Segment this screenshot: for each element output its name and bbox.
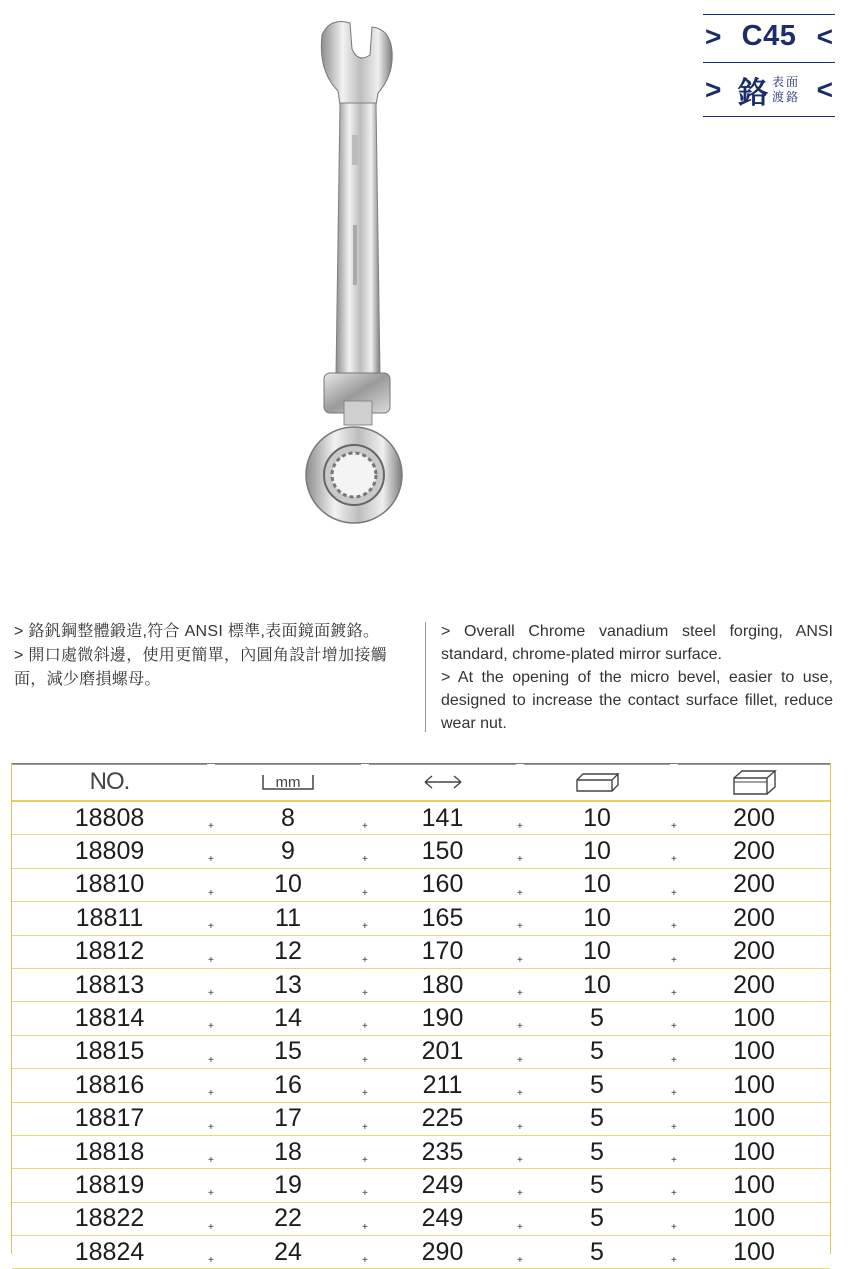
grid-marker: +: [671, 954, 677, 966]
material-text: C45: [741, 20, 797, 52]
product-number-cell: 18813: [74, 970, 145, 999]
table-row: [12, 1136, 830, 1169]
grid-marker: +: [208, 1154, 214, 1166]
header-outer-box: [678, 764, 830, 800]
grid-marker: +: [671, 1188, 677, 1200]
grid-marker: +: [671, 1021, 677, 1033]
table-row: [12, 1236, 830, 1269]
size-cell: 8: [281, 803, 295, 832]
product-image: [300, 15, 410, 525]
badge-left-arrow: >: [705, 73, 722, 105]
finish-main: 鉻: [737, 76, 768, 110]
inner-qty-cell: 5: [590, 1204, 604, 1233]
table-header: [12, 763, 830, 802]
grid-marker: +: [208, 1088, 214, 1100]
length-cell: 201: [421, 1037, 464, 1066]
size-cell: 13: [274, 970, 302, 999]
grid-marker: +: [517, 1154, 523, 1166]
grid-marker: +: [671, 987, 677, 999]
length-cell: 165: [421, 903, 464, 932]
table-row: [12, 1103, 830, 1136]
table-body: [12, 802, 830, 1269]
grid-marker: +: [671, 921, 677, 933]
outer-qty-cell: 100: [733, 1070, 775, 1099]
grid-marker: +: [362, 1021, 368, 1033]
grid-marker: +: [208, 821, 214, 832]
length-cell: 160: [421, 870, 464, 899]
material-badge: [703, 14, 835, 58]
size-cell: 19: [274, 1170, 302, 1199]
grid-marker: +: [517, 1121, 523, 1133]
finish-sub-bottom: 渡鉻: [771, 89, 800, 104]
table-row: [12, 1002, 830, 1035]
table-row: [12, 1069, 830, 1102]
product-number-cell: 18814: [74, 1004, 145, 1033]
spec-table: [11, 763, 831, 1267]
grid-marker: +: [671, 821, 677, 832]
grid-marker: +: [208, 987, 214, 999]
inner-qty-cell: 5: [590, 1004, 604, 1033]
grid-marker: +: [208, 921, 214, 933]
length-cell: 249: [421, 1204, 464, 1233]
finish-badge: [703, 62, 835, 117]
grid-marker: +: [671, 1088, 677, 1100]
product-number-cell: 18810: [74, 870, 145, 899]
product-number-cell: 18816: [74, 1070, 145, 1099]
description-english: [441, 620, 833, 735]
size-cell: 17: [274, 1104, 302, 1133]
grid-marker: +: [517, 1188, 523, 1200]
table-row: [12, 1036, 830, 1069]
table-row: [12, 936, 830, 969]
description-line: > Overall Chrome vanadium steel forging, ANSI standard, chrome-plated mirror surface.: [441, 623, 833, 663]
grid-marker: +: [671, 1255, 677, 1267]
grid-marker: +: [517, 921, 523, 933]
grid-marker: +: [671, 1221, 677, 1233]
length-cell: 141: [421, 803, 464, 832]
size-cell: 22: [274, 1204, 302, 1233]
description-line: > 開口處微斜邊，使用更簡單，內圓角設計增加接觸面，減少磨損螺母。: [14, 647, 387, 688]
svg-text:mm: mm: [275, 774, 301, 791]
ratchet-wrench-icon: [300, 15, 410, 525]
grid-marker: +: [208, 1255, 214, 1267]
grid-marker: +: [517, 954, 523, 966]
size-cell: 24: [274, 1237, 302, 1266]
length-cell: 190: [421, 1004, 464, 1033]
grid-marker: +: [362, 821, 368, 832]
outer-qty-cell: 100: [733, 1104, 775, 1133]
grid-marker: +: [362, 921, 368, 933]
grid-marker: +: [362, 1255, 368, 1267]
length-cell: 170: [421, 937, 464, 966]
grid-marker: +: [362, 1221, 368, 1233]
outer-qty-cell: 100: [733, 1004, 775, 1033]
table-row: [12, 869, 830, 902]
inner-qty-cell: 10: [583, 837, 611, 866]
product-number-cell: 18815: [74, 1037, 145, 1066]
table-row: [12, 902, 830, 935]
outer-qty-cell: 200: [733, 903, 775, 932]
grid-marker: +: [517, 1088, 523, 1100]
table-row: [12, 1203, 830, 1236]
product-number-cell: 18824: [74, 1237, 145, 1266]
finish-text: [738, 68, 800, 112]
description-line: > At the opening of the micro bevel, easier to use, designed to increase the contact surface fillet, reduce wear nut.: [441, 669, 833, 732]
product-number-cell: 18818: [74, 1137, 145, 1166]
inner-qty-cell: 10: [583, 803, 611, 832]
length-cell: 180: [421, 970, 464, 999]
inner-qty-cell: 5: [590, 1070, 604, 1099]
grid-marker: +: [517, 987, 523, 999]
inner-qty-cell: 5: [590, 1104, 604, 1133]
badge-left-arrow: >: [705, 20, 722, 52]
size-cell: 15: [274, 1037, 302, 1066]
grid-marker: +: [671, 1154, 677, 1166]
grid-marker: +: [362, 1121, 368, 1133]
grid-marker: +: [671, 887, 677, 899]
outer-qty-cell: 100: [733, 1037, 775, 1066]
outer-qty-cell: 200: [733, 970, 775, 999]
product-number-cell: 18822: [74, 1204, 145, 1233]
header-length: [369, 764, 516, 800]
grid-marker: +: [671, 1054, 677, 1066]
outer-qty-cell: 100: [733, 1237, 775, 1266]
inner-qty-cell: 5: [590, 1137, 604, 1166]
grid-marker: +: [362, 987, 368, 999]
grid-marker: +: [362, 954, 368, 966]
product-number-cell: 18808: [74, 803, 145, 832]
badge-right-arrow: <: [816, 20, 833, 52]
header-inner-box: [524, 764, 670, 800]
inner-qty-cell: 5: [590, 1170, 604, 1199]
inner-qty-cell: 10: [583, 870, 611, 899]
header-no-label: NO.: [89, 768, 130, 795]
product-number-cell: 18817: [74, 1104, 145, 1133]
mm-icon: [261, 771, 315, 793]
grid-marker: +: [208, 854, 214, 866]
grid-marker: +: [362, 854, 368, 866]
table-row: [12, 969, 830, 1002]
size-cell: 16: [274, 1070, 302, 1099]
grid-marker: +: [208, 1221, 214, 1233]
product-number-cell: 18819: [74, 1170, 145, 1199]
size-cell: 14: [274, 1004, 302, 1033]
outer-qty-cell: 100: [733, 1137, 775, 1166]
size-cell: 9: [281, 837, 295, 866]
inner-qty-cell: 10: [583, 903, 611, 932]
inner-qty-cell: 5: [590, 1037, 604, 1066]
size-cell: 11: [275, 903, 301, 932]
spec-badges: [703, 14, 835, 117]
length-cell: 235: [421, 1137, 464, 1166]
inner-qty-cell: 10: [583, 937, 611, 966]
length-cell: 290: [421, 1237, 464, 1266]
outer-qty-cell: 200: [733, 837, 775, 866]
size-cell: 18: [274, 1137, 302, 1166]
grid-marker: +: [362, 887, 368, 899]
outer-qty-cell: 200: [733, 803, 775, 832]
grid-marker: +: [208, 887, 214, 899]
table-row: [12, 835, 830, 868]
grid-marker: +: [362, 1054, 368, 1066]
outer-qty-cell: 200: [733, 870, 775, 899]
header-no: [12, 764, 207, 800]
description-chinese: [14, 620, 414, 692]
grid-marker: +: [671, 854, 677, 866]
description-line: > 鉻釩鋼整體鍛造,符合 ANSI 標準,表面鏡面鍍鉻。: [14, 623, 380, 640]
header-size: [215, 764, 361, 800]
inner-qty-cell: 10: [583, 970, 611, 999]
badge-right-arrow: <: [816, 73, 833, 105]
outer-qty-cell: 100: [733, 1204, 775, 1233]
grid-marker: +: [208, 1188, 214, 1200]
grid-marker: +: [671, 1121, 677, 1133]
size-cell: 10: [274, 870, 302, 899]
finish-sub-top: 表面: [771, 74, 800, 89]
grid-marker: +: [362, 1154, 368, 1166]
grid-marker: +: [208, 1021, 214, 1033]
product-number-cell: 18809: [74, 837, 145, 866]
table-row: [12, 802, 830, 835]
outer-qty-cell: 200: [733, 937, 775, 966]
size-cell: 12: [274, 937, 302, 966]
grid-marker: +: [362, 1188, 368, 1200]
length-cell: 225: [421, 1104, 464, 1133]
grid-marker: +: [517, 1221, 523, 1233]
length-arrows-icon: [423, 774, 463, 790]
grid-marker: +: [362, 1088, 368, 1100]
inner-box-icon: [574, 771, 620, 793]
length-cell: 249: [421, 1170, 464, 1199]
grid-marker: +: [517, 821, 523, 832]
grid-marker: +: [517, 1021, 523, 1033]
finish-sub: [772, 75, 800, 105]
length-cell: 150: [421, 837, 464, 866]
outer-qty-cell: 100: [733, 1170, 775, 1199]
grid-marker: +: [208, 1054, 214, 1066]
product-number-cell: 18811: [75, 903, 144, 932]
table-row: [12, 1169, 830, 1202]
length-cell: 211: [422, 1070, 463, 1099]
product-number-cell: 18812: [74, 937, 145, 966]
grid-marker: +: [517, 1255, 523, 1267]
outer-carton-icon: [731, 768, 777, 796]
grid-marker: +: [208, 954, 214, 966]
grid-marker: +: [517, 854, 523, 866]
description-divider: [425, 622, 426, 732]
grid-marker: +: [517, 1054, 523, 1066]
grid-marker: +: [517, 887, 523, 899]
grid-marker: +: [208, 1121, 214, 1133]
inner-qty-cell: 5: [590, 1237, 604, 1266]
